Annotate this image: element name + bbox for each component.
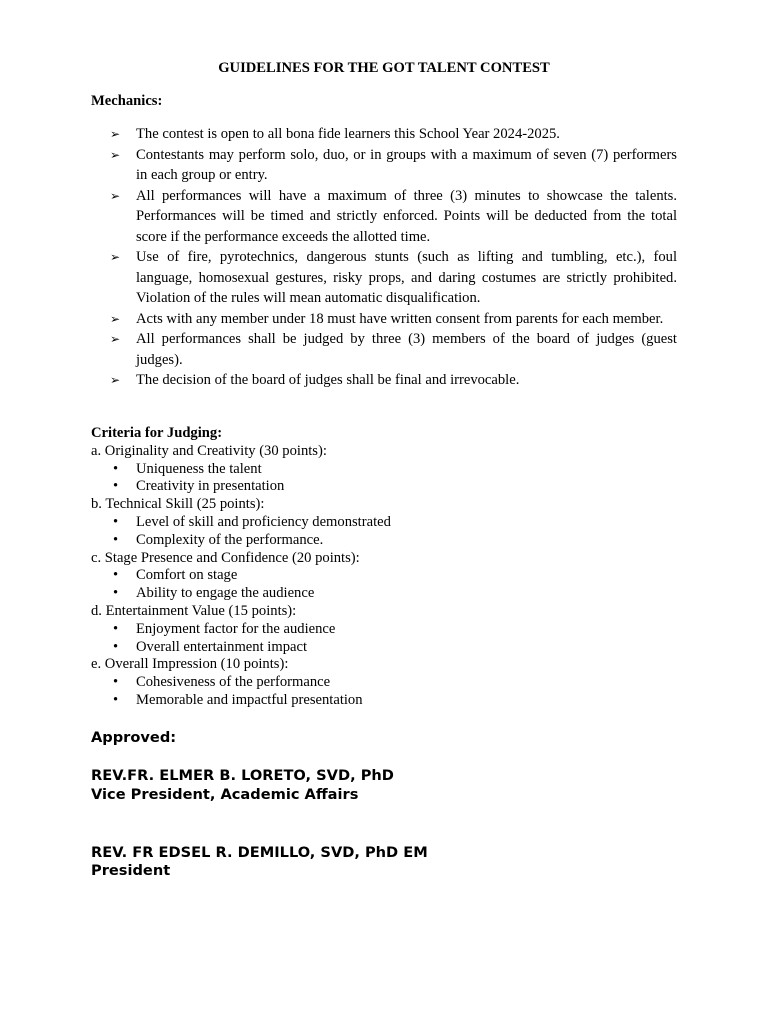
mechanics-item-text: Use of fire, pyrotechnics, dangerous stunts (such as lifting and tumbling, etc.), foul language, homosexual gestures, risky props, and daring costumes are strictly prohibited. Violation of the rules will mean automatic disqualification. — [136, 249, 677, 306]
criteria-group-list — [91, 461, 691, 497]
bullet-icon: • — [113, 691, 119, 708]
criteria-group-list — [91, 621, 691, 657]
mechanics-item-text: The contest is open to all bona fide learners this School Year 2024-2025. — [136, 126, 560, 142]
criteria-item-text: Uniqueness the talent — [136, 460, 262, 477]
arrow-bullet-icon: ➢ — [110, 311, 121, 326]
criteria-item-text: Complexity of the performance. — [136, 531, 324, 548]
criteria-group-title: c. Stage Presence and Confidence (20 points): — [91, 549, 360, 566]
signatory-position: Vice President, Academic Affairs — [91, 786, 359, 803]
criteria-item — [91, 532, 691, 550]
criteria-section — [91, 425, 691, 710]
bullet-icon: • — [113, 513, 119, 530]
signatory-position: President — [91, 862, 171, 879]
mechanics-item — [110, 370, 677, 391]
signatory-name: REV.FR. ELMER B. LORETO, SVD, PhD — [91, 767, 394, 784]
mechanics-item-text: The decision of the board of judges shall be final and irrevocable. — [136, 372, 520, 388]
signatory-name: REV. FR EDSEL R. DEMILLO, SVD, PhD EM — [91, 844, 428, 861]
bullet-icon: • — [113, 674, 119, 691]
approved-label: Approved: — [91, 729, 177, 746]
mechanics-heading: Mechanics: — [91, 93, 163, 109]
mechanics-item — [110, 309, 677, 330]
bullet-icon: • — [113, 567, 119, 584]
criteria-item — [91, 567, 691, 585]
bullet-icon: • — [113, 638, 119, 655]
mechanics-item-text: All performances shall be judged by three (3) members of the board of judges (guest judges). — [136, 331, 677, 368]
criteria-item — [91, 461, 691, 479]
bullet-icon: • — [113, 620, 119, 637]
mechanics-item — [110, 329, 677, 370]
mechanics-item — [110, 247, 677, 309]
criteria-group-title: e. Overall Impression (10 points): — [91, 656, 289, 673]
arrow-bullet-icon: ➢ — [110, 147, 121, 162]
criteria-item-text: Memorable and impactful presentation — [136, 691, 363, 708]
bullet-icon: • — [113, 478, 119, 495]
bullet-icon: • — [113, 460, 119, 477]
criteria-item — [91, 514, 691, 532]
criteria-item-text: Comfort on stage — [136, 567, 238, 584]
criteria-item-text: Creativity in presentation — [136, 478, 285, 495]
criteria-item-text: Cohesiveness of the performance — [136, 674, 331, 691]
criteria-group-title: a. Originality and Creativity (30 points): — [91, 442, 327, 459]
criteria-item-text: Enjoyment factor for the audience — [136, 620, 336, 637]
criteria-item-text: Overall entertainment impact — [136, 638, 307, 655]
mechanics-item-text: All performances will have a maximum of three (3) minutes to showcase the talents. Performances will be timed and strictly enforced. Points will be deducted from the total score if the performance exceeds the allotted time. — [136, 187, 677, 245]
criteria-item — [91, 692, 691, 710]
arrow-bullet-icon: ➢ — [110, 127, 121, 141]
criteria-item — [91, 585, 691, 603]
criteria-item — [91, 674, 691, 692]
bullet-icon: • — [113, 531, 119, 548]
arrow-bullet-icon: ➢ — [110, 373, 121, 387]
criteria-group-list — [91, 674, 691, 710]
criteria-item-text: Ability to engage the audience — [136, 585, 315, 602]
arrow-bullet-icon: ➢ — [110, 250, 121, 264]
criteria-heading: Criteria for Judging: — [91, 425, 223, 441]
criteria-group-title: d. Entertainment Value (15 points): — [91, 602, 297, 619]
bullet-icon: • — [113, 585, 119, 602]
mechanics-item — [110, 124, 677, 145]
criteria-group-title: b. Technical Skill (25 points): — [91, 496, 265, 513]
document-title: GUIDELINES FOR THE GOT TALENT CONTEST — [218, 60, 550, 76]
criteria-item — [91, 478, 691, 496]
mechanics-list — [110, 124, 677, 391]
criteria-group-list — [91, 514, 691, 550]
criteria-item — [91, 621, 691, 639]
mechanics-item-text: Acts with any member under 18 must have written consent from parents for each member. — [136, 310, 664, 327]
criteria-item-text: Level of skill and proficiency demonstrated — [136, 513, 391, 530]
mechanics-item — [110, 145, 677, 186]
arrow-bullet-icon: ➢ — [110, 332, 121, 346]
criteria-group-list — [91, 567, 691, 603]
mechanics-item — [110, 186, 677, 248]
criteria-item — [91, 639, 691, 657]
mechanics-item-text: Contestants may perform solo, duo, or in groups with a maximum of seven (7) performers in each group or entry. — [136, 146, 677, 183]
arrow-bullet-icon: ➢ — [110, 188, 121, 203]
